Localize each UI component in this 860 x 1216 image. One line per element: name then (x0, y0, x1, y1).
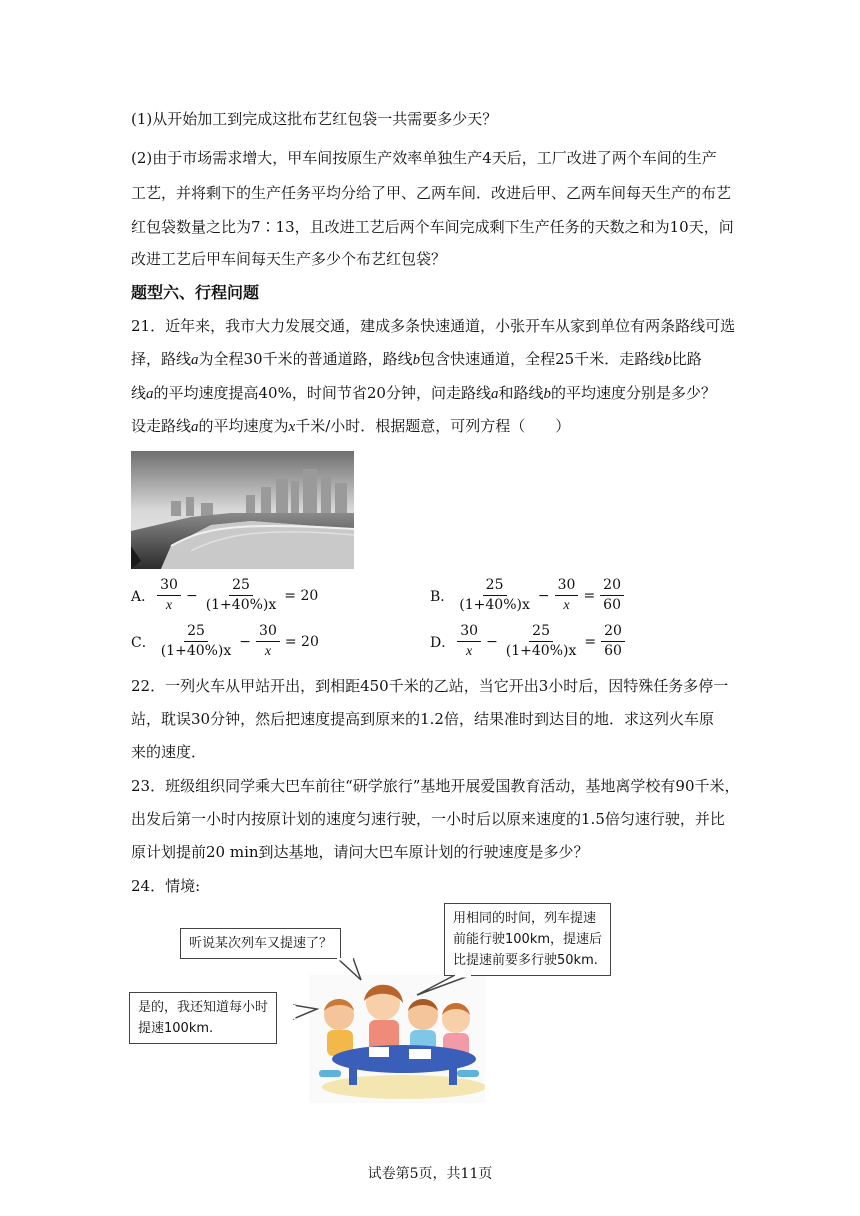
p21-line-2: 择，路线a为全程30千米的普通道路，路线b包含快速通道，全程25千米．走路线b比路 (131, 350, 702, 368)
question-2-line-3: 红包袋数量之比为7∶13，且改进工艺后两个车间完成剩下生产任务的天数之和为10天，问 (131, 218, 734, 236)
option-d[interactable]: D． $\frac{30}{x}$ − $\frac{25}{(1+40\%)x}$ = $\frac{20}{60}$ (430, 623, 627, 660)
p22-line-2: 站，耽误30分钟，然后把速度提高到原来的1.2倍，结果准时到达目的地．求这列火车原 (131, 710, 714, 728)
question-1: (1)从开始加工到完成这批布艺红包袋一共需要多少天？ (131, 110, 498, 128)
highway-photo (131, 451, 354, 569)
section-title: 题型六、行程问题 (131, 283, 260, 302)
bubble-tail-3 (293, 1003, 319, 1023)
p22-line-3: 来的速度． (131, 743, 207, 761)
speech-bubble-train: 用相同的时间，列车提速 前能行驶100km，提速后 比提速前要多行驶50km. (444, 903, 611, 976)
bubble-tail-2 (415, 975, 475, 997)
option-b[interactable]: B． $\frac{25}{(1+40\%)x}$ − $\frac{30}{x}$ = $\frac{20}{60}$ (430, 577, 626, 614)
p21-line-1: 21．近年来，我市大力发展交通，建成多条快速通道，小张开车从家到单位有两条路线可选 (131, 317, 736, 335)
question-2-line-1: (2)由于市场需求增大，甲车间按原生产效率单独生产4天后，工厂改进了两个车间的生产 (131, 149, 717, 167)
bubble-tail-1 (335, 958, 365, 983)
p22-line-1: 22．一列火车从甲站开出，到相距450千米的乙站，当它开出3小时后，因特殊任务多停一 (131, 677, 729, 695)
option-a[interactable]: A． $\frac{30}{x}$ − $\frac{25}{(1+40\%)x}$ = 20 (131, 577, 319, 613)
question-2-line-2: 工艺，并将剩下的生产任务平均分给了甲、乙两车间．改进后甲、乙两车间每天生产的布艺 (131, 184, 732, 202)
p23-line-1: 23．班级组织同学乘大巴车前往“研学旅行”基地开展爱国教育活动，基地离学校有90千米， (131, 777, 740, 795)
p23-line-2: 出发后第一小时内按原计划的速度匀速行驶，一小时后以原来速度的1.5倍匀速行驶，并比 (131, 810, 725, 828)
p21-line-3: 线a的平均速度提高40%，时间节省20分钟，问走路线a和路线b的平均速度分别是多少？ (131, 384, 716, 402)
speech-bubble-answer: 是的，我还知道每小时 提速100km. (129, 992, 277, 1044)
speech-bubble-question: 听说某次列车又提速了？ (180, 928, 341, 959)
question-2-line-4: 改进工艺后甲车间每天生产多少个布艺红包袋？ (131, 250, 447, 268)
p23-line-3: 原计划提前20 min到达基地，请问大巴车原计划的行驶速度是多少？ (131, 843, 589, 861)
p24-line-1: 24．情境: (131, 877, 201, 895)
page-footer: 试卷第5页，共11页 (367, 1166, 493, 1182)
p21-line-4: 设走路线a的平均速度为x千米/小时．根据题意，可列方程（ ） (131, 417, 571, 435)
option-c[interactable]: C． $\frac{25}{(1+40\%)x}$ − $\frac{30}{x}$ = 20 (131, 623, 319, 659)
